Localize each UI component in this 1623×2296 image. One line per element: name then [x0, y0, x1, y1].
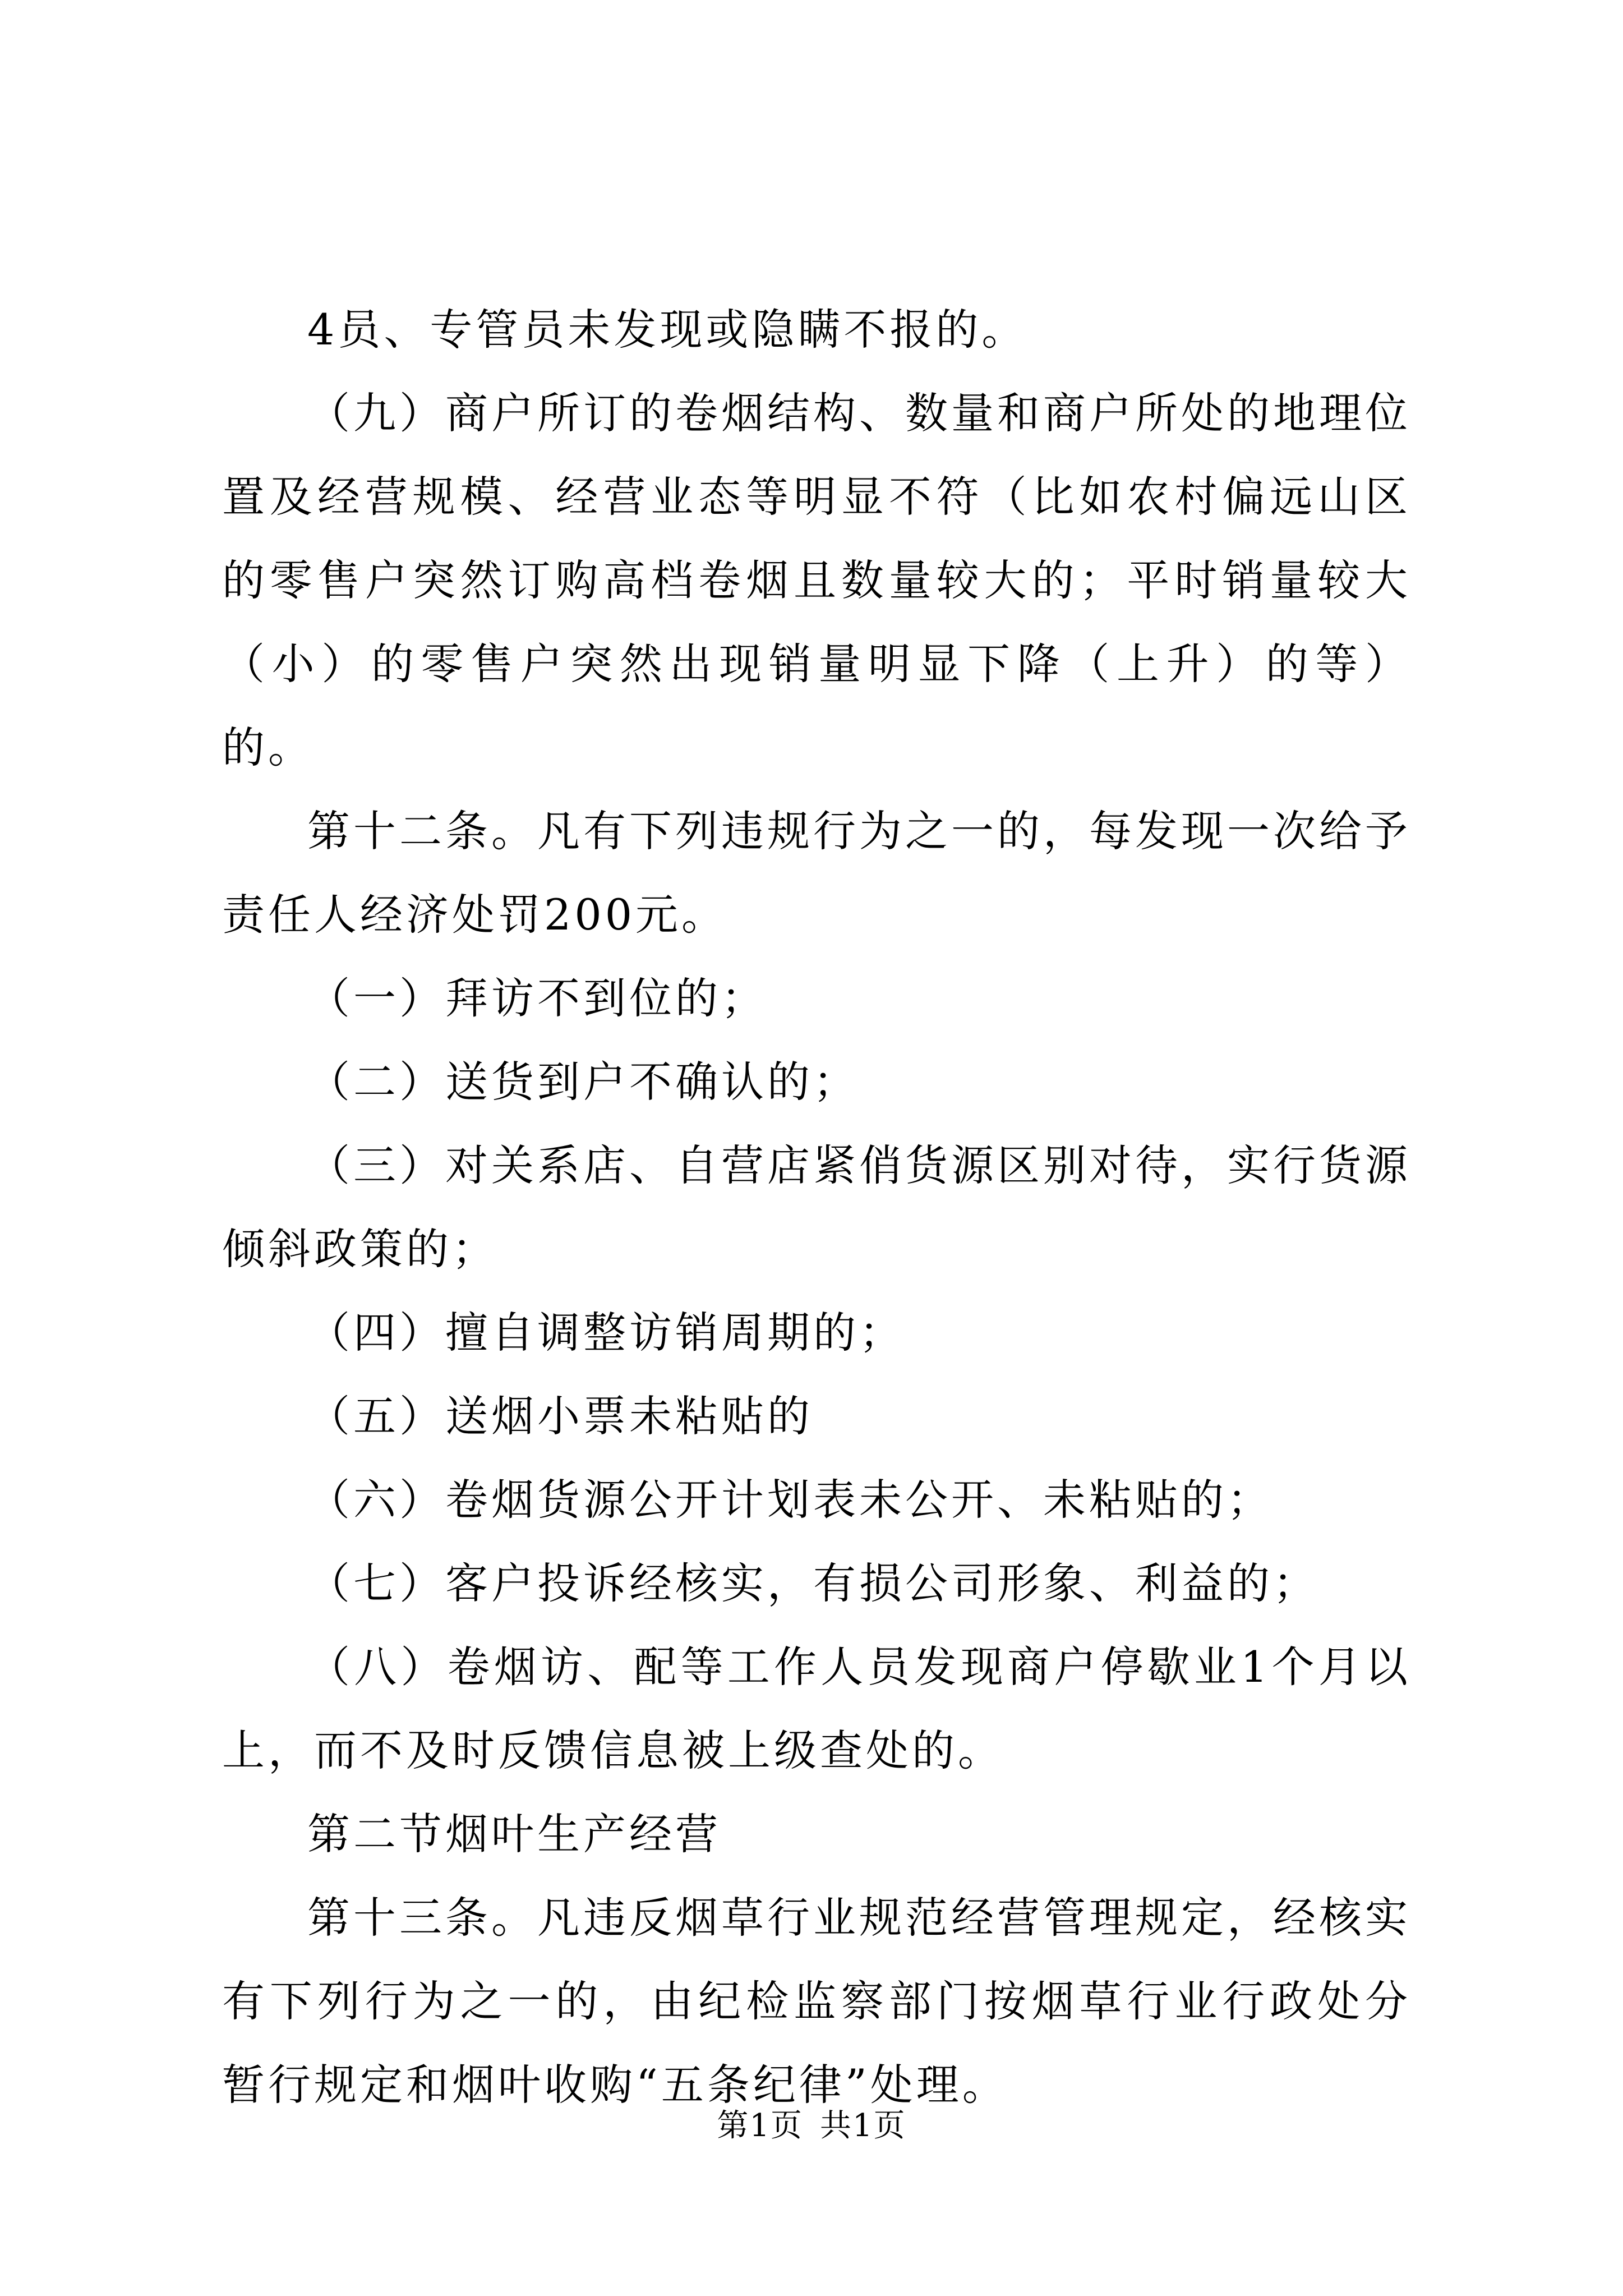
- paragraph-article-12: 第十二条。凡有下列违规行为之一的，每发现一次给予责任人经济处罚200元。: [222, 806, 1411, 940]
- paragraph-1: 4员、专管员未发现或隐瞒不报的。: [307, 305, 1028, 355]
- paragraph-article-13: 第十三条。凡违反烟草行业规范经营管理规定，经核实有下列行为之一的，由纪检监察部门按烟草行业行政处分暂行规定和烟叶收购“五条纪律”处理。: [222, 1893, 1411, 2110]
- list-item-1: （一）拜访不到位的；: [307, 973, 767, 1023]
- paragraph-2: （九）商户所订的卷烟结构、数量和商户所处的地理位置及经营规模、经营业态等明显不符（比如农村偏远山区的零售户突然订购高档卷烟且数量较大的；平时销量较大（小）的零售户突然出现销量明显下降（上升）的等）的。: [222, 388, 1411, 772]
- list-item-7: （七）客户投诉经核实，有损公司形象、利益的；: [307, 1558, 1319, 1608]
- section-heading: 第二节烟叶生产经营: [307, 1809, 721, 1859]
- page-footer: [0, 2106, 1623, 2146]
- list-item-6: （六）卷烟货源公开计划表未公开、未粘贴的；: [307, 1475, 1273, 1525]
- list-item-3: （三）对关系店、自营店紧俏货源区别对待，实行货源倾斜政策的；: [222, 1140, 1411, 1274]
- list-item-8: （八）卷烟访、配等工作人员发现商户停歇业1个月以上，而不及时反馈信息被上级查处的。: [222, 1642, 1411, 1775]
- list-item-2: （二）送货到户不确认的；: [307, 1057, 859, 1107]
- list-item-5: （五）送烟小票未粘贴的: [307, 1391, 813, 1441]
- page-total: 共1页: [820, 2108, 906, 2144]
- document-body: [222, 288, 1411, 2127]
- list-item-4: （四）擅自调整访销周期的；: [307, 1308, 905, 1358]
- page-number: 第1页: [717, 2108, 803, 2144]
